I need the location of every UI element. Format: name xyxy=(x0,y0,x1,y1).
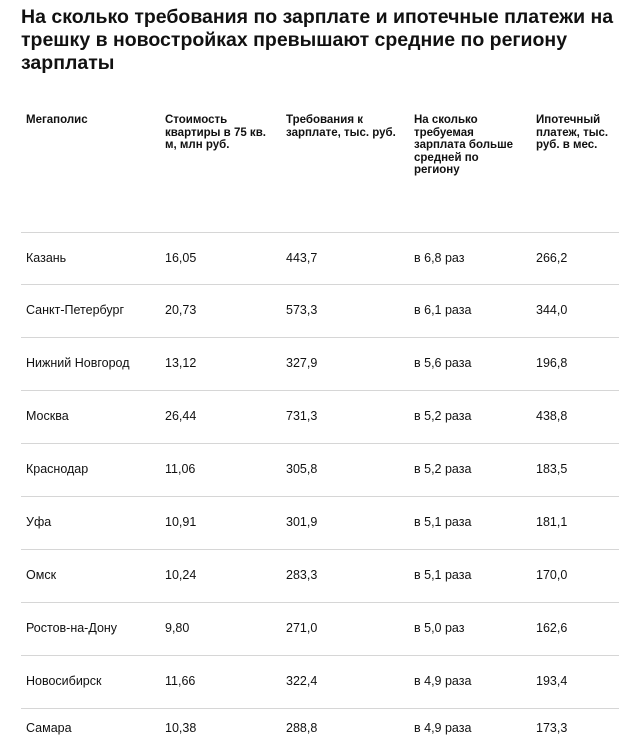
cell-payment: 183,5 xyxy=(531,443,619,496)
cell-cost: 11,06 xyxy=(160,443,281,496)
table-row xyxy=(21,602,619,655)
cell-salary: 443,7 xyxy=(281,232,409,284)
cell-salary: 288,8 xyxy=(281,708,409,748)
cell-payment: 266,2 xyxy=(531,232,619,284)
cell-ratio: в 5,0 раз xyxy=(409,602,531,655)
cell-salary: 322,4 xyxy=(281,655,409,708)
cell-ratio: в 4,9 раза xyxy=(409,655,531,708)
cell-city: Уфа xyxy=(21,496,160,549)
cell-ratio: в 5,2 раза xyxy=(409,443,531,496)
column-header-ratio: На сколько требуемая зарплата больше средней по региону xyxy=(414,114,514,176)
cell-cost: 10,91 xyxy=(160,496,281,549)
cell-city: Нижний Новгород xyxy=(21,337,160,390)
table-row xyxy=(21,655,619,708)
header-row xyxy=(21,104,619,232)
cell-payment: 193,4 xyxy=(531,655,619,708)
cell-ratio: в 6,8 раз xyxy=(409,232,531,284)
cell-payment: 181,1 xyxy=(531,496,619,549)
table-row xyxy=(21,496,619,549)
cell-ratio: в 5,2 раза xyxy=(409,390,531,443)
cell-salary: 305,8 xyxy=(281,443,409,496)
table-row xyxy=(21,337,619,390)
cell-salary: 283,3 xyxy=(281,549,409,602)
cell-cost: 20,73 xyxy=(160,284,281,337)
page-title: На сколько требования по зарплате и ипотечные платежи на трешку в новостройках превышают средние по региону зарплаты xyxy=(21,6,614,74)
cell-city: Самара xyxy=(21,708,160,748)
cell-payment: 196,8 xyxy=(531,337,619,390)
cell-salary: 327,9 xyxy=(281,337,409,390)
cell-salary: 731,3 xyxy=(281,390,409,443)
column-header-salary: Требования к зарплате, тыс. руб. xyxy=(286,114,396,139)
cell-city: Казань xyxy=(21,232,160,284)
cell-ratio: в 6,1 раза xyxy=(409,284,531,337)
table-row xyxy=(21,549,619,602)
cell-cost: 11,66 xyxy=(160,655,281,708)
cell-cost: 26,44 xyxy=(160,390,281,443)
cell-city: Краснодар xyxy=(21,443,160,496)
cell-cost: 16,05 xyxy=(160,232,281,284)
cell-city: Санкт-Петербург xyxy=(21,284,160,337)
cell-payment: 173,3 xyxy=(531,708,619,748)
cell-city: Омск xyxy=(21,549,160,602)
cell-city: Ростов-на-Дону xyxy=(21,602,160,655)
cell-payment: 344,0 xyxy=(531,284,619,337)
cell-payment: 438,8 xyxy=(531,390,619,443)
cell-city: Москва xyxy=(21,390,160,443)
table-row xyxy=(21,232,619,284)
cell-city: Новосибирск xyxy=(21,655,160,708)
cell-ratio: в 5,6 раза xyxy=(409,337,531,390)
cell-cost: 10,24 xyxy=(160,549,281,602)
table-body xyxy=(21,232,619,748)
cell-salary: 573,3 xyxy=(281,284,409,337)
table-row xyxy=(21,390,619,443)
column-header-city: Мегаполис xyxy=(26,114,88,126)
table-header xyxy=(21,104,619,232)
cell-cost: 10,38 xyxy=(160,708,281,748)
table-row xyxy=(21,443,619,496)
table-row xyxy=(21,708,619,748)
column-header-cost: Стоимость квартиры в 75 кв. м, млн руб. xyxy=(165,114,266,151)
cell-cost: 13,12 xyxy=(160,337,281,390)
cell-salary: 301,9 xyxy=(281,496,409,549)
cell-ratio: в 5,1 раза xyxy=(409,496,531,549)
cell-ratio: в 4,9 раза xyxy=(409,708,531,748)
cell-payment: 170,0 xyxy=(531,549,619,602)
cell-cost: 9,80 xyxy=(160,602,281,655)
cell-salary: 271,0 xyxy=(281,602,409,655)
cell-ratio: в 5,1 раза xyxy=(409,549,531,602)
data-table xyxy=(21,104,619,748)
cell-payment: 162,6 xyxy=(531,602,619,655)
column-header-payment: Ипотечный платеж, тыс. руб. в мес. xyxy=(536,114,609,151)
table-row xyxy=(21,284,619,337)
